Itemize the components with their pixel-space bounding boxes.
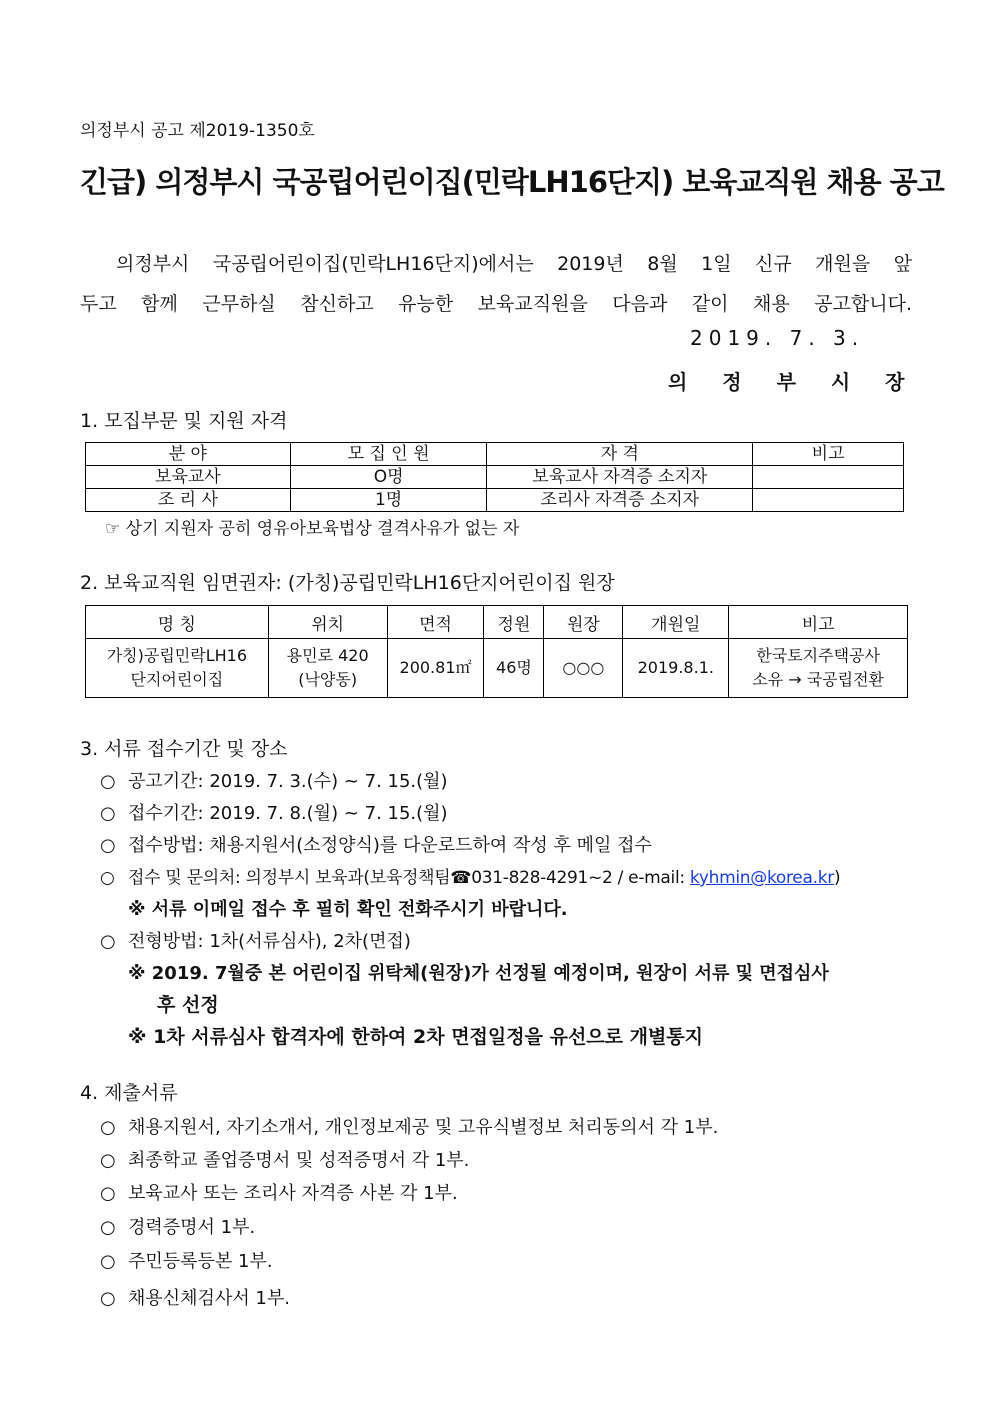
selection-note-2: ※ 1차 서류심사 합격자에 한하여 2차 면접일정을 유선으로 개별통지 — [128, 1026, 704, 1048]
table-cell: 1명 — [290, 489, 487, 512]
location-cell — [268, 639, 387, 698]
table-cell: 보육교사 자격증 소지자 — [487, 466, 753, 489]
circle-bullet-icon: ○ — [100, 1150, 116, 1171]
facility-name-line-1: 가칭)공립민락LH16 — [106, 646, 248, 665]
remark-cell — [729, 639, 908, 698]
circle-bullet-icon: ○ — [100, 771, 116, 792]
contact-text: 접수 및 문의처: 의정부시 보육과(보육정책팀☎031-828-4291~2 / e-mail: — [128, 868, 690, 888]
list-item — [100, 1213, 255, 1239]
intro-paragraph — [80, 244, 912, 324]
section-4-heading: 4. 제출서류 — [80, 1082, 178, 1104]
remark-line-1: 한국토지주택공사 — [756, 646, 880, 665]
column-header: 비고 — [753, 443, 904, 466]
list-item-text: 경력증명서 1부. — [128, 1217, 256, 1238]
notice-number: 의정부시 공고 제2019-1350호 — [80, 121, 315, 141]
circle-bullet-icon: ○ — [100, 1183, 116, 1204]
list-item-text: 접수기간: 2019. 7. 8.(월) ~ 7. 15.(월) — [128, 803, 448, 824]
table-row — [86, 466, 904, 489]
circle-bullet-icon: ○ — [100, 931, 116, 952]
circle-bullet-icon: ○ — [100, 835, 116, 856]
list-item-text: 공고기간: 2019. 7. 3.(수) ~ 7. 15.(월) — [128, 771, 448, 792]
table-cell: 보육교사 — [86, 466, 291, 489]
list-item — [100, 1284, 290, 1310]
column-header: 면적 — [387, 606, 484, 639]
signer: 의 정 부 시 장 — [668, 370, 919, 394]
location-line-2: (낙양동) — [298, 670, 358, 689]
contact-suffix: ) — [833, 868, 841, 888]
phone-confirm-note: ※ 서류 이메일 접수 후 필히 확인 전화주시기 바랍니다. — [128, 899, 568, 920]
list-item-text: 주민등록등본 1부. — [128, 1251, 273, 1272]
capacity-cell: 46명 — [484, 639, 544, 698]
list-item-text: 채용지원서, 자기소개서, 개인정보제공 및 고유식별정보 처리동의서 각 1부. — [128, 1117, 719, 1138]
table-row — [86, 639, 908, 698]
column-header: 명 칭 — [86, 606, 269, 639]
section-1-heading: 1. 모집부문 및 지원 자격 — [80, 410, 288, 432]
contact-item — [100, 863, 840, 888]
section-3-heading: 3. 서류 접수기간 및 장소 — [80, 738, 288, 760]
recruitment-table — [85, 442, 904, 512]
table-header-row — [86, 606, 908, 639]
selection-note-1-cont: 후 선정 — [157, 994, 219, 1016]
eligibility-note: ☞ 상기 지원자 공히 영유아보육법상 결격사유가 없는 자 — [105, 519, 520, 539]
page-title: 긴급) 의정부시 국공립어린이집(민락LH16단지) 보육교직원 채용 공고 — [80, 165, 944, 199]
table-cell: O명 — [290, 466, 487, 489]
table-cell: 조리사 자격증 소지자 — [487, 489, 753, 512]
list-item — [100, 1179, 458, 1205]
director-cell: ○○○ — [544, 639, 623, 698]
list-item — [100, 1113, 718, 1139]
table-cell — [753, 466, 904, 489]
table-cell — [753, 489, 904, 512]
open-date-cell: 2019.8.1. — [623, 639, 729, 698]
list-item-text: 최종학교 졸업증명서 및 성적증명서 각 1부. — [128, 1150, 470, 1171]
list-item — [100, 799, 448, 825]
table-cell: 조 리 사 — [86, 489, 291, 512]
column-header: 비고 — [729, 606, 908, 639]
facility-table — [85, 605, 908, 698]
selection-note-1: ※ 2019. 7월중 본 어린이집 위탁체(원장)가 선정될 예정이며, 원장이 서류 및 면접심사 — [128, 963, 829, 984]
list-item — [100, 831, 652, 857]
column-header: 위치 — [268, 606, 387, 639]
remark-line-2: 소유 → 국공립전환 — [752, 670, 885, 689]
area-cell: 200.81㎡ — [387, 639, 484, 698]
intro-line-2: 두고 함께 근무하실 참신하고 유능한 보육교직원을 다음과 같이 채용 공고합니다. — [80, 293, 912, 315]
list-item-text: 채용신체검사서 1부. — [128, 1288, 290, 1309]
list-item — [100, 927, 411, 953]
circle-bullet-icon: ○ — [100, 1217, 116, 1238]
column-header: 자 격 — [487, 443, 753, 466]
facility-name-line-2: 단지어린이집 — [130, 670, 224, 689]
list-item-text: 접수방법: 채용지원서(소정양식)를 다운로드하여 작성 후 메일 접수 — [128, 835, 652, 856]
email-link[interactable]: kyhmin@korea.kr — [689, 868, 834, 888]
column-header: 정원 — [484, 606, 544, 639]
list-item-text: 전형방법: 1차(서류심사), 2차(면접) — [128, 931, 411, 952]
column-header: 개원일 — [623, 606, 729, 639]
location-line-1: 용민로 420 — [286, 646, 369, 665]
notice-date: 2019. 7. 3. — [690, 326, 865, 350]
column-header: 분 야 — [86, 443, 291, 466]
list-item-text: 보육교사 또는 조리사 자격증 사본 각 1부. — [128, 1183, 458, 1204]
list-item — [100, 1247, 273, 1273]
table-row — [86, 489, 904, 512]
circle-bullet-icon: ○ — [100, 1117, 116, 1138]
list-item — [100, 767, 448, 793]
facility-name-cell — [86, 639, 269, 698]
section-2-heading: 2. 보육교직원 임면권자: (가칭)공립민락LH16단지어린이집 원장 — [80, 572, 615, 594]
circle-bullet-icon: ○ — [100, 868, 115, 888]
column-header: 원장 — [544, 606, 623, 639]
column-header: 모 집 인 원 — [290, 443, 487, 466]
table-header-row — [86, 443, 904, 466]
intro-line-1: 의정부시 국공립어린이집(민락LH16단지)에서는 2019년 8월 1일 신규 개원을 앞 — [116, 253, 912, 275]
list-item — [100, 1146, 469, 1172]
circle-bullet-icon: ○ — [100, 803, 116, 824]
circle-bullet-icon: ○ — [100, 1251, 116, 1272]
circle-bullet-icon: ○ — [100, 1288, 116, 1309]
